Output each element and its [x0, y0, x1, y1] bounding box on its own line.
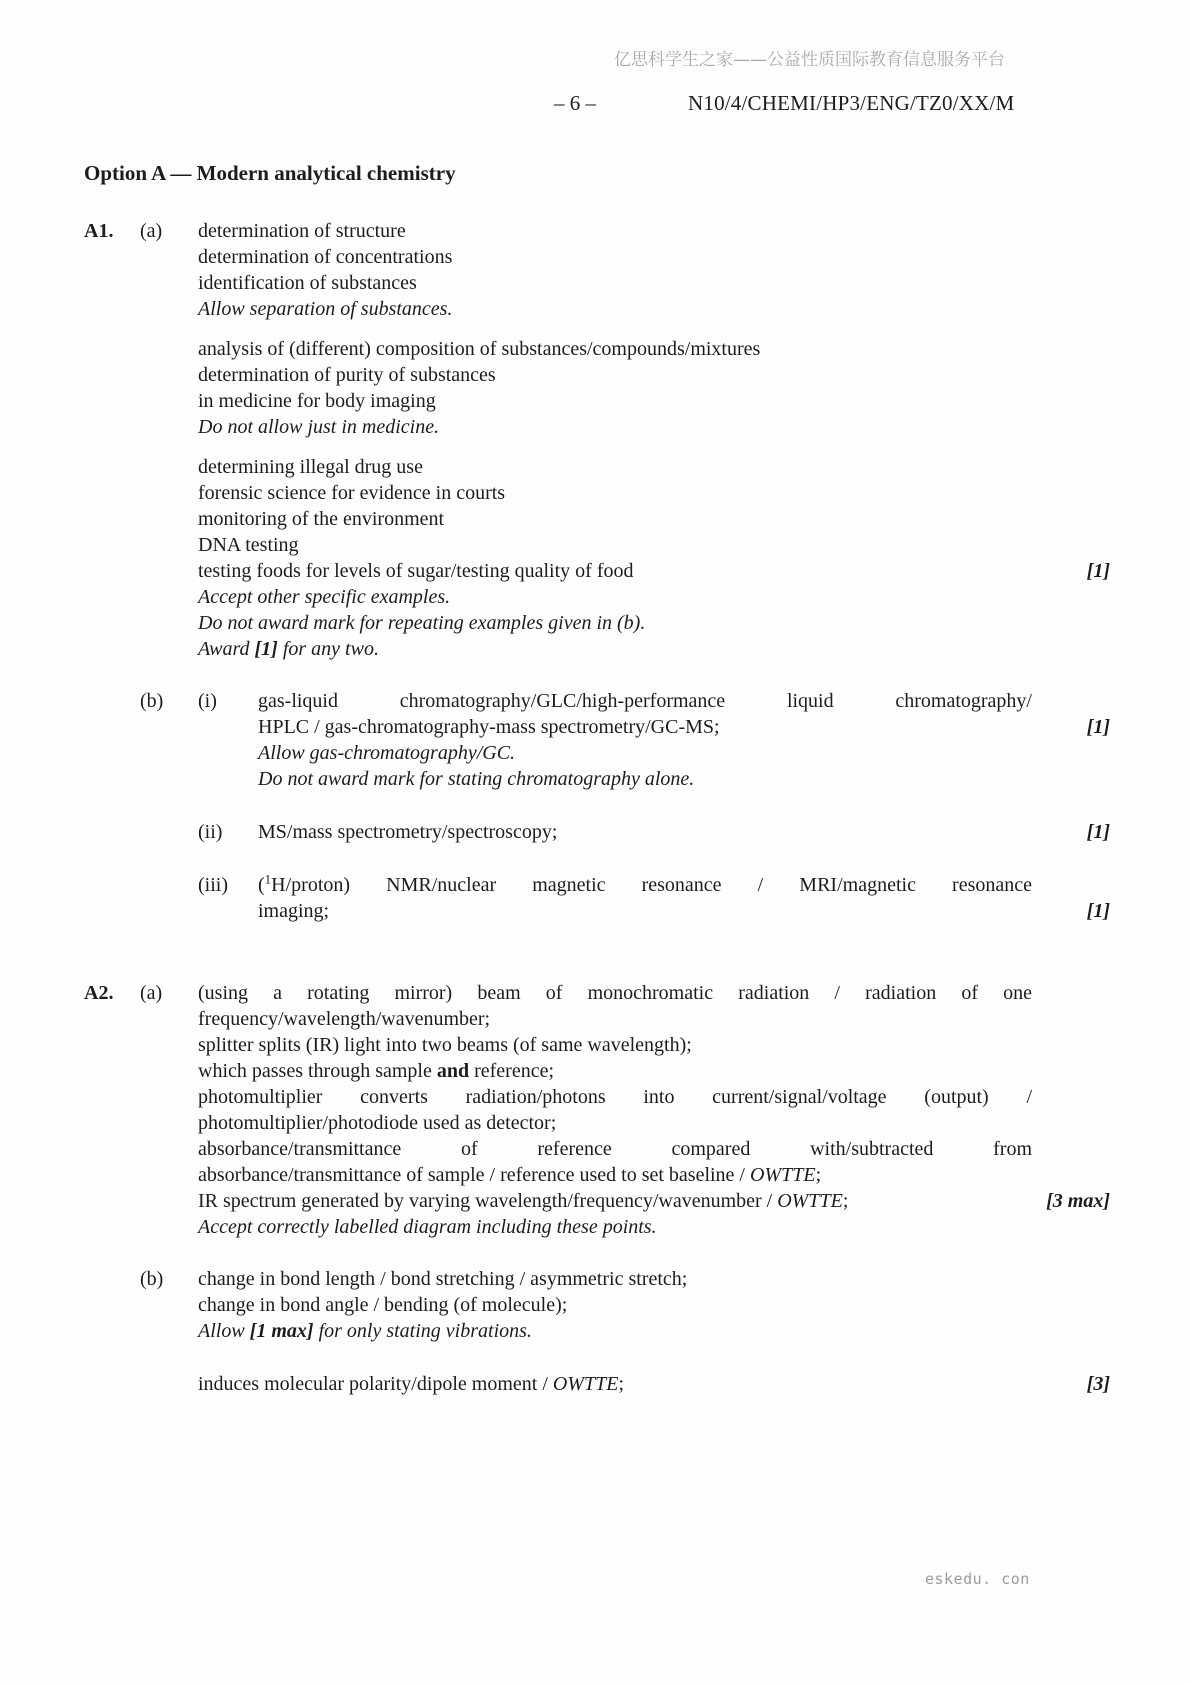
text-segment: determination of structure [198, 220, 406, 242]
site-watermark-header: 亿思科学生之家——公益性质国际教育信息服务平台 [614, 50, 1005, 70]
text-segment: Allow separation of substances. [198, 298, 453, 320]
subpart-lines [258, 688, 1110, 792]
text-segment: determination of concentrations [198, 246, 453, 268]
answer-text [198, 218, 1032, 244]
text-segment: OWTTE [750, 1164, 816, 1186]
text-segment: MS/mass spectrometry/spectroscopy; [258, 821, 558, 843]
answer-line [258, 819, 1110, 845]
answer-line [198, 610, 1110, 636]
text-segment: IR spectrum generated by varying wavelength/frequency/wavenumber / [198, 1190, 778, 1212]
answer-line [198, 1371, 1110, 1397]
answer-line [198, 558, 1110, 584]
text-segment: DNA testing [198, 534, 299, 556]
subpart-label: (ii) [198, 821, 223, 843]
answer-text [198, 1188, 1032, 1214]
answer-text [198, 980, 1032, 1006]
text-segment: ; [618, 1373, 625, 1395]
question-a1 [84, 218, 1110, 924]
answer-line [198, 336, 1110, 362]
text-segment: (using a rotating mirror) beam of monochromatic radiation / radiation of one [198, 982, 1032, 1004]
answer-block [198, 688, 1110, 792]
site-watermark-footer: eskedu. con [925, 1570, 1030, 1588]
answer-lines [198, 1371, 1110, 1397]
marks-badge: [1] [1086, 560, 1110, 582]
text-segment: OWTTE [777, 1190, 843, 1212]
answer-line [198, 362, 1110, 388]
text-segment: Award [198, 638, 255, 660]
part-content [198, 688, 1110, 924]
text-segment: Do not award mark for stating chromatography alone. [258, 768, 695, 790]
answer-text [198, 1266, 1032, 1292]
answer-line [258, 688, 1110, 714]
answer-text [198, 244, 1032, 270]
answer-text [198, 558, 1032, 584]
answer-line [258, 714, 1110, 740]
text-segment: gas-liquid chromatography/GLC/high-performance liquid chromatography/ [258, 690, 1032, 712]
text-segment: Accept correctly labelled diagram including these points. [198, 1216, 657, 1238]
answer-line [198, 1006, 1110, 1032]
answer-text [198, 584, 1032, 610]
answer-block [198, 336, 1110, 440]
answer-text [198, 1006, 1032, 1032]
answer-block [198, 454, 1110, 662]
answer-lines [198, 218, 1110, 322]
text-segment: and [436, 1060, 470, 1082]
text-segment: forensic science for evidence in courts [198, 482, 506, 504]
answer-text [258, 766, 1032, 792]
answer-text [198, 1318, 1032, 1344]
answer-text [198, 1084, 1032, 1110]
answer-text [198, 1058, 1032, 1084]
text-segment: testing foods for levels of sugar/testing quality of food [198, 560, 634, 582]
text-segment: reference; [469, 1060, 555, 1082]
answer-line [198, 296, 1110, 322]
text-segment: [1] [254, 638, 278, 660]
question-number: A1. [84, 220, 114, 242]
text-segment: [1 max] [249, 1320, 314, 1342]
answer-block [198, 1371, 1110, 1397]
answer-line [198, 1162, 1110, 1188]
text-segment: H/proton) NMR/nuclear magnetic resonance / MRI/magnetic resonance [271, 874, 1032, 896]
answer-block [198, 819, 1110, 845]
paper-code: N10/4/CHEMI/HP3/ENG/TZ0/XX/M [688, 91, 1015, 115]
answer-text [258, 740, 1032, 766]
answer-block [198, 1266, 1110, 1344]
part-label: (b) [140, 1268, 164, 1290]
answer-line [198, 1058, 1110, 1084]
text-segment: HPLC / gas-chromatography-mass spectrometry/GC-MS; [258, 716, 720, 738]
text-segment: 1 [264, 871, 272, 887]
answer-line [198, 218, 1110, 244]
answer-text [258, 898, 1032, 924]
answer-text [198, 1162, 1032, 1188]
text-segment: ; [842, 1190, 849, 1212]
answer-lines [198, 336, 1110, 440]
part-content [198, 1266, 1110, 1397]
answer-block [198, 218, 1110, 322]
answer-line [198, 532, 1110, 558]
subpart-label: (i) [198, 690, 217, 712]
text-segment: photomultiplier/photodiode used as detector; [198, 1112, 557, 1134]
answer-text [258, 872, 1032, 898]
question-parts [140, 218, 1110, 924]
answer-line [198, 1214, 1110, 1240]
marks-badge: [3 max] [1046, 1190, 1110, 1212]
section-title: Option A — Modern analytical chemistry [84, 161, 456, 185]
answer-block [198, 872, 1110, 924]
answer-line [198, 1292, 1110, 1318]
text-segment: induces molecular polarity/dipole moment / [198, 1373, 553, 1395]
answer-text [198, 296, 1032, 322]
part-label: (b) [140, 690, 164, 712]
answer-line [198, 584, 1110, 610]
answer-line [198, 480, 1110, 506]
text-segment: for any two. [277, 638, 379, 660]
text-segment: splitter splits (IR) light into two beams (of same wavelength); [198, 1034, 692, 1056]
text-segment: Accept other specific examples. [198, 586, 451, 608]
question-parts [140, 980, 1110, 1397]
answer-line [198, 1032, 1110, 1058]
answer-line [198, 388, 1110, 414]
part-label: (a) [140, 982, 163, 1004]
marks-badge: [1] [1086, 716, 1110, 738]
text-segment: identification of substances [198, 272, 417, 294]
answer-line [198, 270, 1110, 296]
answer-text [198, 414, 1032, 440]
answer-text [198, 1136, 1032, 1162]
question-a2 [84, 980, 1110, 1397]
answer-text [258, 819, 1032, 845]
answer-text [198, 610, 1032, 636]
answer-line [198, 636, 1110, 662]
text-segment: absorbance/transmittance of reference compared with/subtracted from [198, 1138, 1032, 1160]
question-part [140, 1266, 1110, 1397]
answer-line [258, 898, 1110, 924]
text-segment: Allow [198, 1320, 250, 1342]
answer-text [198, 506, 1032, 532]
answer-line [258, 740, 1110, 766]
answer-text [198, 454, 1032, 480]
answer-text [258, 688, 1032, 714]
answer-text [198, 362, 1032, 388]
answer-text [198, 1371, 1032, 1397]
answer-line [198, 1318, 1110, 1344]
text-segment: determination of purity of substances [198, 364, 496, 386]
text-segment: ; [815, 1164, 822, 1186]
text-segment: Do not allow just in medicine. [198, 416, 440, 438]
text-segment: imaging; [258, 900, 330, 922]
answer-text [258, 714, 1032, 740]
answer-line [198, 414, 1110, 440]
answer-text [198, 532, 1032, 558]
text-segment: determining illegal drug use [198, 456, 423, 478]
subpart-lines [258, 819, 1110, 845]
text-segment: OWTTE [552, 1373, 619, 1395]
marks-badge: [3] [1086, 1373, 1110, 1395]
answer-lines [198, 980, 1110, 1240]
text-segment: analysis of (different) composition of substances/compounds/mixtures [198, 338, 761, 360]
answer-lines [198, 454, 1110, 662]
text-segment: monitoring of the environment [198, 508, 445, 530]
answer-text [198, 388, 1032, 414]
answer-lines [198, 1266, 1110, 1344]
answer-text [198, 1032, 1032, 1058]
answer-line [198, 1136, 1110, 1162]
answer-line [198, 244, 1110, 270]
question-number: A2. [84, 982, 114, 1004]
answer-line [198, 1188, 1110, 1214]
text-segment: change in bond angle / bending (of molecule); [198, 1294, 568, 1316]
answer-text [198, 636, 1032, 662]
subpart-lines [258, 872, 1110, 924]
subpart-label: (iii) [198, 874, 228, 896]
questions-container [84, 218, 1110, 1397]
answer-line [198, 454, 1110, 480]
answer-line [198, 980, 1110, 1006]
question-part [140, 688, 1110, 924]
text-segment: Do not award mark for repeating examples given in (b). [198, 612, 646, 634]
text-segment: photomultiplier converts radiation/photons into current/signal/voltage (output) / [198, 1086, 1032, 1108]
text-segment: in medicine for body imaging [198, 390, 436, 412]
text-segment: for only stating vibrations. [313, 1320, 532, 1342]
answer-line [258, 766, 1110, 792]
answer-text [198, 480, 1032, 506]
part-label: (a) [140, 220, 163, 242]
answer-block [198, 980, 1110, 1240]
answer-line [258, 872, 1110, 898]
answer-line [198, 1110, 1110, 1136]
part-content [198, 218, 1110, 662]
marks-badge: [1] [1086, 900, 1110, 922]
part-content [198, 980, 1110, 1240]
answer-text [198, 1110, 1032, 1136]
answer-text [198, 270, 1032, 296]
page-number: – 6 – [554, 91, 596, 115]
answer-line [198, 506, 1110, 532]
text-segment: Allow gas-chromatography/GC. [258, 742, 516, 764]
marks-badge: [1] [1086, 821, 1110, 843]
text-segment: ( [258, 874, 265, 896]
question-part [140, 980, 1110, 1240]
text-segment: frequency/wavelength/wavenumber; [198, 1008, 491, 1030]
text-segment: absorbance/transmittance of sample / reference used to set baseline / [198, 1164, 750, 1186]
answer-text [198, 1214, 1032, 1240]
answer-line [198, 1084, 1110, 1110]
answer-line [198, 1266, 1110, 1292]
answer-text [198, 336, 1032, 362]
text-segment: which passes through sample [198, 1060, 437, 1082]
question-part [140, 218, 1110, 662]
answer-text [198, 1292, 1032, 1318]
text-segment: change in bond length / bond stretching / asymmetric stretch; [198, 1268, 688, 1290]
